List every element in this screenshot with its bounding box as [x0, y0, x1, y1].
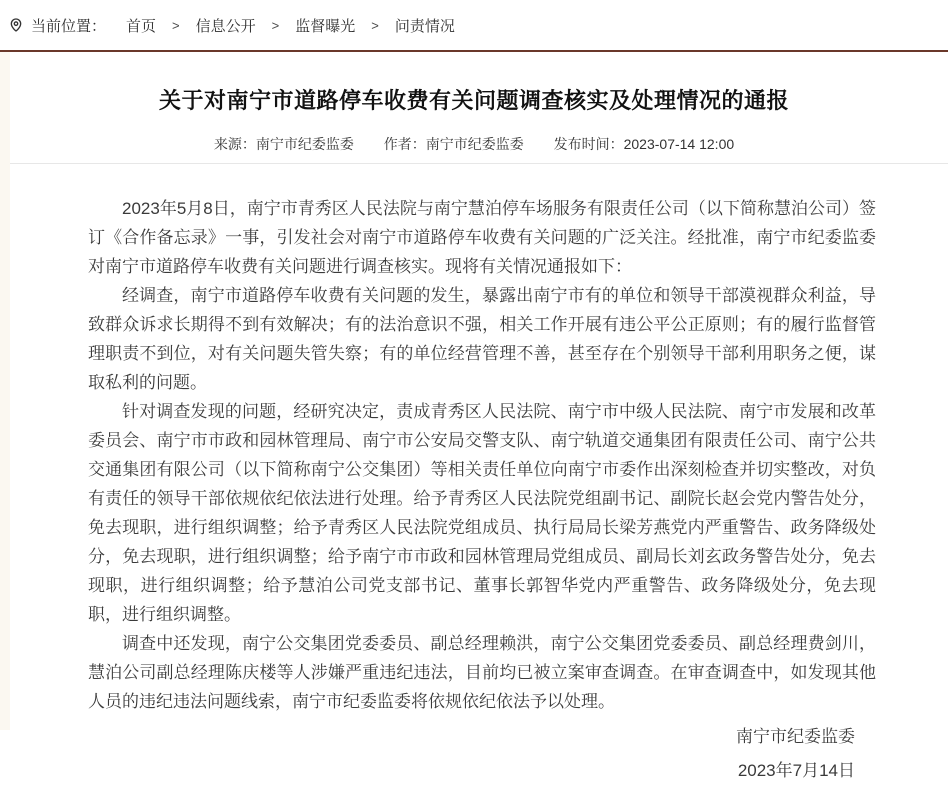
article: [0, 88, 948, 785]
meta-source: [214, 136, 354, 152]
paragraph-intro: 2023年5月8日，南宁市青秀区人民法院与南宁慧泊停车场服务有限责任公司（以下简称慧泊公司）签订《合作备忘录》一事，引发社会对南宁市道路停车收费有关问题的广泛关注。经批准，南宁市纪委监委对南宁市道路停车收费有关问题进行调查核实。现将有关情况通报如下：: [88, 199, 876, 276]
accent-divider: [0, 50, 948, 52]
breadcrumb: [0, 0, 948, 50]
page-edge-strip: [0, 52, 10, 730]
paragraph-findings: 经调查，南宁市道路停车收费有关问题的发生，暴露出南宁市有的单位和领导干部漠视群众利益，导致群众诉求长期得不到有效解决；有的法治意识不强，相关工作开展有违公平公正原则；有的履行监督管理职责不到位，对有关问题失管失察；有的单位经营管理不善，甚至存在个别领导干部利用职务之便，谋取私利的问题。: [88, 286, 876, 392]
meta-source-value: 南宁市纪委监委: [255, 136, 354, 152]
article-body: [0, 164, 948, 785]
breadcrumb-label: 当前位置：: [31, 17, 107, 35]
page-title: 关于对南宁市道路停车收费有关问题调查核实及处理情况的通报: [158, 88, 789, 113]
article-meta: [0, 134, 948, 154]
breadcrumb-separator: >: [172, 17, 180, 33]
meta-author-label: 作者：: [383, 136, 426, 152]
signature-org: 南宁市纪委监委: [736, 727, 855, 746]
paragraph-further-investigation: 调查中还发现，南宁公交集团党委委员、副总经理赖洪，南宁公交集团党委委员、副总经理费剑川，慧泊公司副总经理陈庆楼等人涉嫌严重违纪违法，目前均已被立案审查调查。在审查调查中，如发现其他人员的违纪违法问题线索，南宁市纪委监委将依规依纪依法予以处理。: [88, 634, 876, 711]
meta-publish-time-label: 发布时间：: [553, 136, 624, 152]
paragraph-punishments: 针对调查发现的问题，经研究决定，责成青秀区人民法院、南宁市中级人民法院、南宁市发展和改革委员会、南宁市市政和园林管理局、南宁市公安局交警支队、南宁轨道交通集团有限责任公司、南宁公共交通集团有限公司（以下简称南宁公交集团）等相关责任单位向南宁市委作出深刻检查并切实整改，对负有责任的领导干部依规依纪依法进行处理。给予青秀区人民法院党组副书记、副院长赵会党内警告处分，免去现职，进行组织调整；给予青秀区人民法院党组成员、执行局局长梁芳燕党内严重警告、政务降级处分，免去现职，进行组织调整；给予南宁市市政和园林管理局党组成员、副局长刘玄政务警告处分，免去现职，进行组织调整；给予慧泊公司党支部书记、董事长郭智华党内严重警告、政务降级处分，免去现职，进行组织调整。: [88, 402, 876, 624]
location-pin-icon: [8, 16, 24, 34]
meta-source-label: 来源：: [213, 136, 256, 152]
breadcrumb-separator: >: [371, 17, 379, 33]
signature-date: 2023年7月14日: [737, 761, 855, 780]
breadcrumb-item-accountability[interactable]: 问责情况: [394, 17, 455, 35]
breadcrumb-separator: >: [271, 17, 280, 33]
breadcrumb-item-home[interactable]: 首页: [126, 17, 157, 35]
meta-publish-time-value: 2023-07-14 12:00: [623, 136, 735, 152]
signature-block: [88, 722, 876, 785]
meta-author-value: 南宁市纪委监委: [425, 136, 524, 152]
breadcrumb-item-supervision-exposure[interactable]: 监督曝光: [295, 17, 356, 35]
meta-author: [384, 136, 524, 152]
breadcrumb-item-info-disclosure[interactable]: 信息公开: [195, 17, 256, 35]
meta-publish-time: [554, 136, 735, 152]
